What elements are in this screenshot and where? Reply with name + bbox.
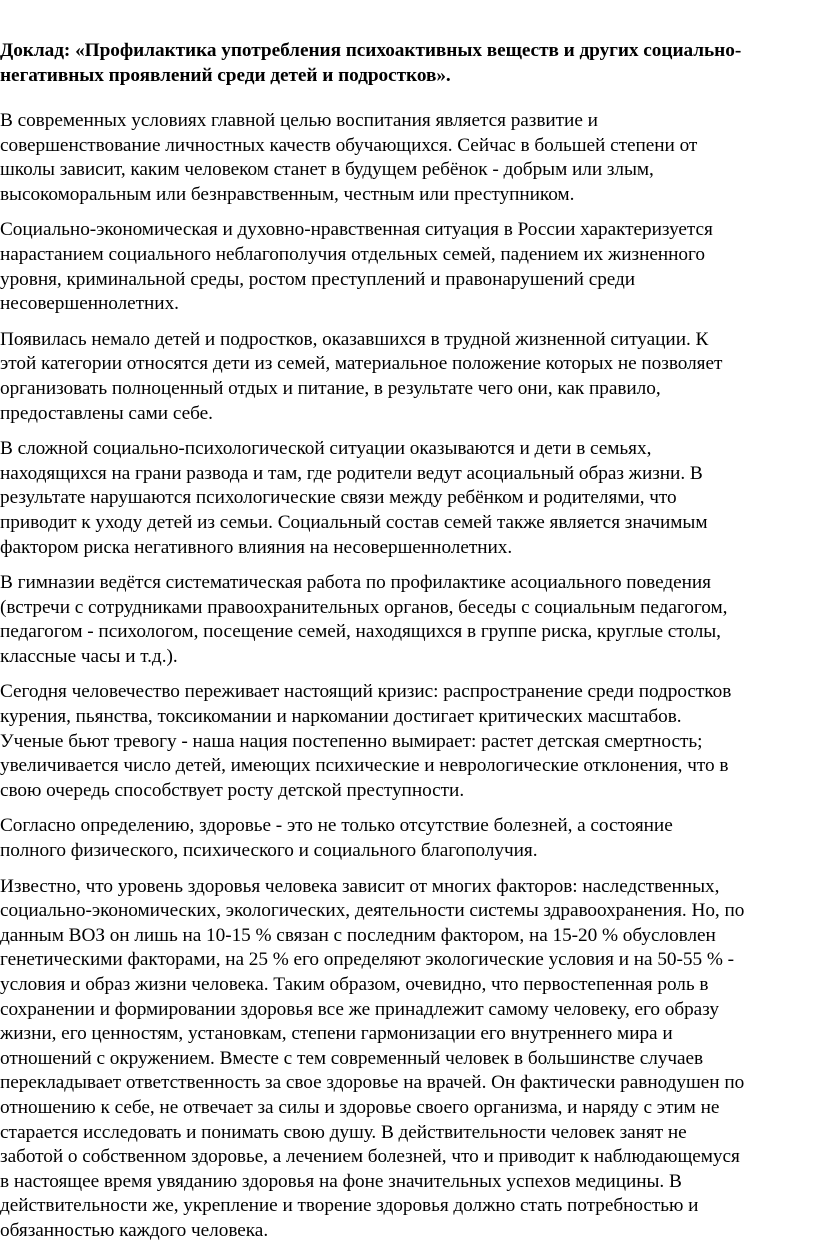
text-line: находящихся на грани развода и там, где родители ведут асоциальный образ жизни. В: [0, 462, 703, 484]
text-line: Согласно определению, здоровье - это не только отсутствие болезней, а состояние: [0, 815, 673, 837]
text-line: педагогом - психологом, посещение семей, находящихся в группе риска, круглые столы,: [0, 621, 721, 643]
text-line: старается исследовать и понимать свою душу. В действительности человек занят не: [0, 1121, 687, 1143]
paragraph-2: [0, 218, 816, 316]
text-line: данным ВОЗ он лишь на 10-15 % связан с последним фактором, на 15-20 % обусловлен: [0, 924, 716, 946]
paragraph-7: [0, 814, 816, 863]
text-line: организовать полноценный отдых и питание, в результате чего они, как правило,: [0, 377, 661, 399]
text-line: условия и образ жизни человека. Таким образом, очевидно, что первостепенная роль в: [0, 974, 709, 995]
text-line: социально-экономических, экологических, деятельности системы здравоохранения. Но, по: [0, 900, 745, 922]
text-line: сохранении и формировании здоровья все же принадлежит самому человеку, его образу: [0, 998, 719, 1020]
text-line: фактором риска негативного влияния на несовершеннолетних.: [0, 536, 513, 558]
text-line: жизни, его ценностям, установкам, степени гармонизации его внутреннего мира и: [0, 1023, 673, 1045]
report-title: [0, 38, 816, 88]
text-line: предоставлены сами себе.: [0, 402, 213, 424]
text-line: Сегодня человечество переживает настоящий кризис: распространение среди подростков: [0, 681, 732, 703]
text-line: заботой о собственном здоровье, а лечением болезней, что и приводит к наблюдающемуся: [0, 1146, 740, 1168]
text-line: В гимназии ведётся систематическая работа по профилактике асоциального поведения: [0, 572, 711, 594]
paragraph-3: [0, 328, 816, 426]
text-line: приводит к уходу детей из семьи. Социальный состав семей также является значимым: [0, 511, 708, 533]
text-line: перекладывает ответственность за свое здоровье на врачей. Он фактически равнодушен по: [0, 1072, 745, 1094]
text-line: курения, пьянства, токсикомании и наркомании достигает критических масштабов.: [0, 706, 682, 728]
text-line: В современных условиях главной целью воспитания является развитие и: [0, 110, 598, 131]
text-line: Ученые бьют тревогу - наша нация постепенно вымирает: растет детская смертность;: [0, 730, 703, 752]
text-line: увеличивается число детей, имеющих психические и неврологические отклонения, что в: [0, 755, 729, 777]
text-line: классные часы и т.д.).: [0, 645, 178, 667]
text-line: нарастанием социального неблагополучия отдельных семей, падением их жизненного: [0, 243, 705, 265]
text-line: отношений с окружением. Вместе с тем современный человек в большинстве случаев: [0, 1047, 704, 1069]
text-line: генетическими факторами, на 25 % его определяют экологические условия и на 50-55 % -: [0, 949, 734, 971]
document-page: [0, 38, 816, 1255]
text-line: (встречи с сотрудниками правоохранительных органов, беседы с социальным педагогом,: [0, 596, 728, 618]
text-line: свою очередь способствует росту детской преступности.: [0, 779, 465, 801]
text-line: школы зависит, каким человеком станет в будущем ребёнок - добрым или злым,: [0, 159, 654, 181]
paragraph-5: [0, 571, 816, 669]
paragraph-4: [0, 437, 816, 560]
title-line: Доклад: «Профилактика употребления психоактивных веществ и других социально-: [0, 40, 742, 61]
text-line: полного физического, психического и социального благополучия.: [0, 840, 538, 862]
text-line: несовершеннолетних.: [0, 293, 179, 315]
text-line: Социально-экономическая и духовно-нравственная ситуация в России характеризуется: [0, 219, 713, 241]
text-line: отношению к себе, не отвечает за силы и здоровье своего организма, и наряду с этим не: [0, 1096, 720, 1118]
text-line: действительности же, укрепление и творение здоровья должно стать потребностью и: [0, 1195, 699, 1217]
paragraph-8: [0, 875, 816, 1244]
text-line: В сложной социально-психологической ситуации оказываются и дети в семьях,: [0, 438, 652, 460]
text-line: высокоморальным или безнравственным, честным или преступником.: [0, 183, 575, 205]
text-line: результате нарушаются психологические связи между ребёнком и родителями, что: [0, 487, 677, 509]
paragraph-6: [0, 680, 816, 803]
title-line: негативных проявлений среди детей и подростков».: [0, 65, 451, 86]
paragraph-1: [0, 109, 816, 207]
text-line: этой категории относятся дети из семей, материальное положение которых не позволяет: [0, 353, 723, 375]
text-line: Известно, что уровень здоровья человека зависит от многих факторов: наследственных,: [0, 875, 720, 897]
text-line: в настоящее время увяданию здоровья на фоне значительных успехов медицины. В: [0, 1170, 682, 1192]
text-line: Появилась немало детей и подростков, оказавшихся в трудной жизненной ситуации. К: [0, 328, 709, 350]
text-line: обязанностью каждого человека.: [0, 1219, 269, 1241]
text-line: совершенствование личностных качеств обучающихся. Сейчас в большей степени от: [0, 134, 698, 156]
text-line: уровня, криминальной среды, ростом преступлений и правонарушений среди: [0, 268, 636, 290]
